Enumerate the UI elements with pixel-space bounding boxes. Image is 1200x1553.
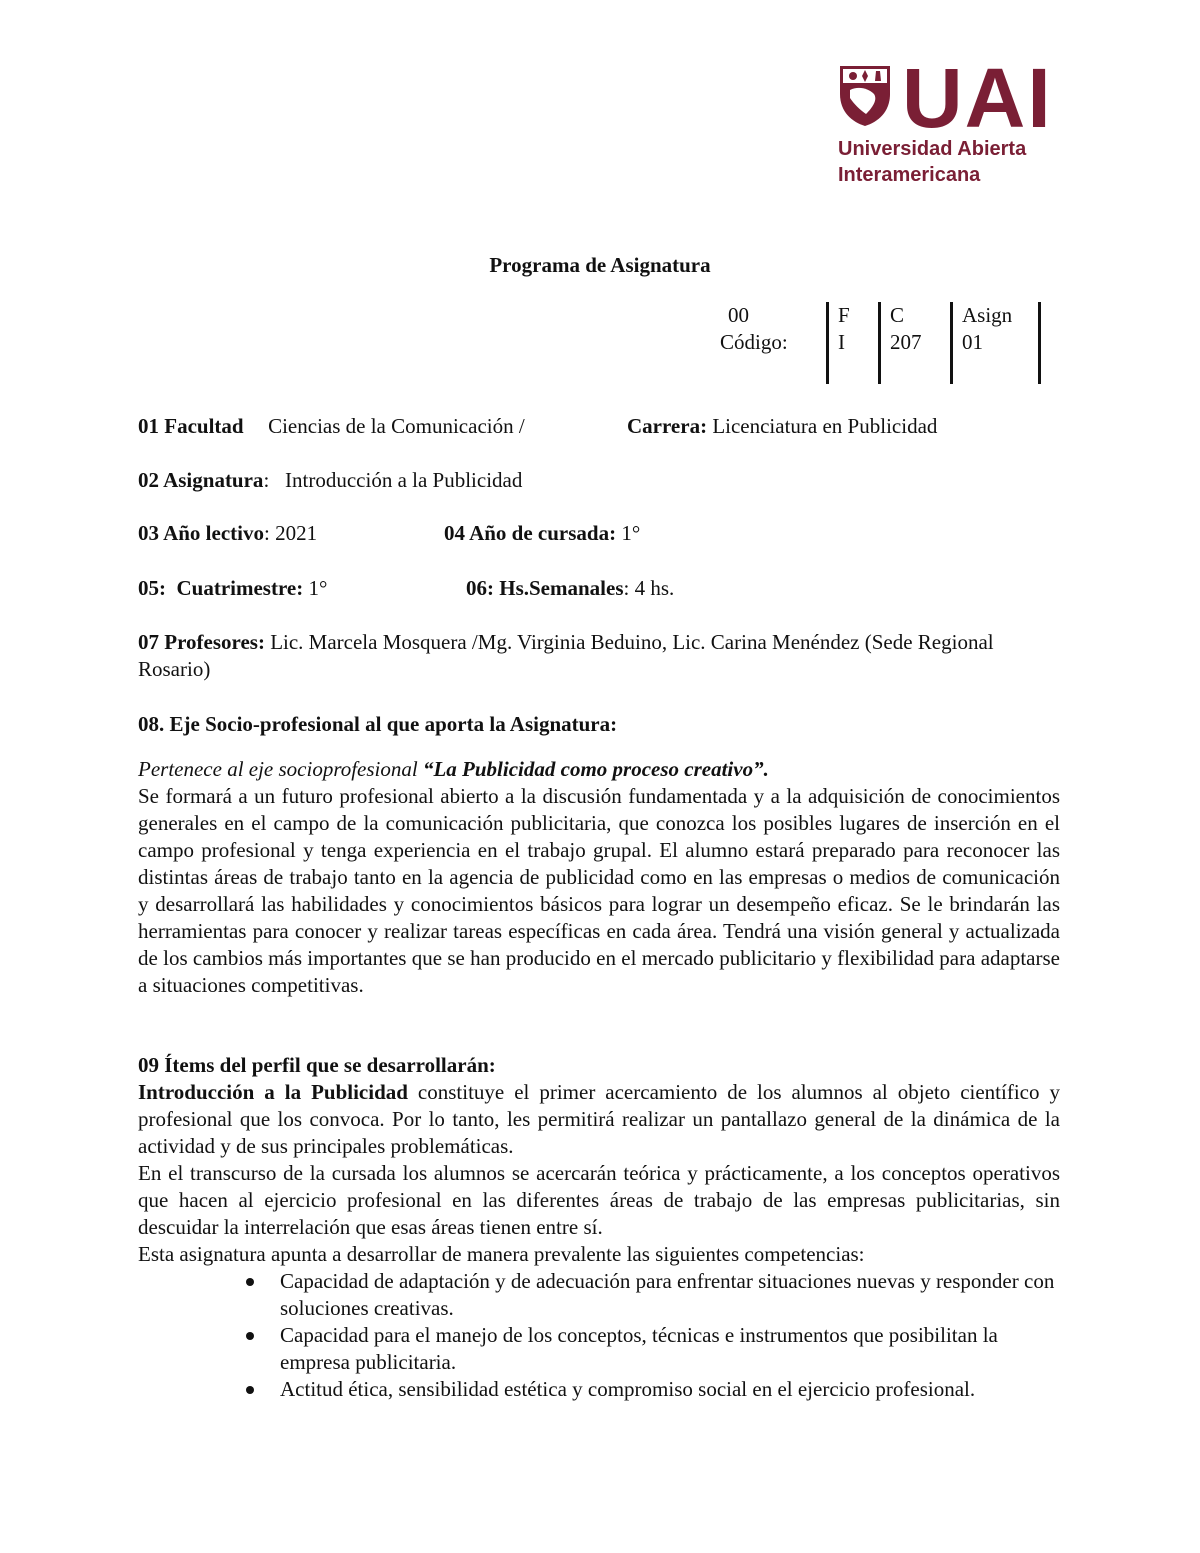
code-cell-1-top: 00 bbox=[728, 303, 749, 327]
field-anio-lectivo bbox=[138, 520, 438, 547]
anio-lectivo-value: : 2021 bbox=[264, 521, 318, 545]
asignatura-label: 02 Asignatura bbox=[138, 468, 264, 492]
competencia-text: Capacidad para el manejo de los conceptos, técnicas e instrumentos que posibilitan la empresa publicitaria. bbox=[280, 1323, 998, 1374]
logo-name-line2: Interamericana bbox=[838, 164, 981, 186]
code-cell-1-bottom: Código: bbox=[720, 330, 788, 354]
anio-cursada-label: 04 Año de cursada: bbox=[444, 521, 617, 545]
field-anio-cursada bbox=[444, 520, 844, 547]
facultad-value: Ciencias de la Comunicación / bbox=[268, 414, 525, 438]
section08-heading: 08. Eje Socio-profesional al que aporta la Asignatura: bbox=[138, 712, 618, 736]
anio-cursada-value: 1° bbox=[616, 521, 641, 545]
section09-p1 bbox=[138, 1079, 1060, 1160]
facultad-label: 01 Facultad bbox=[138, 414, 244, 438]
code-cell-3 bbox=[890, 302, 950, 384]
profesores-value: Lic. Marcela Mosquera /Mg. Virginia Beduino, Lic. Carina Menéndez (Sede Regional Rosario) bbox=[138, 630, 994, 681]
bullet-icon bbox=[246, 1278, 254, 1286]
university-logo bbox=[838, 51, 1058, 188]
cuatrimestre-label: 05: Cuatrimestre: bbox=[138, 576, 304, 600]
section09-p3: Esta asignatura apunta a desarrollar de manera prevalente las siguientes competencias: bbox=[138, 1242, 865, 1266]
code-cell-4-bottom: 01 bbox=[962, 330, 983, 354]
code-cell-3-top: C bbox=[890, 303, 905, 327]
asignatura-value: : Introducción a la Publicidad bbox=[263, 468, 523, 492]
code-cell-2-top: F bbox=[838, 303, 850, 327]
list-item bbox=[240, 1268, 1070, 1322]
logo-name-line1: Universidad Abierta bbox=[838, 138, 1027, 160]
code-divider bbox=[1038, 302, 1041, 384]
field-profesores bbox=[138, 629, 1060, 683]
code-divider bbox=[878, 302, 881, 384]
hs-value: : 4 hs. bbox=[623, 576, 675, 600]
section09-heading: 09 Ítems del perfil que se desarrollarán: bbox=[138, 1053, 496, 1077]
code-cell-1 bbox=[720, 302, 820, 384]
logo-letters: UAI bbox=[902, 51, 1053, 145]
field-carrera bbox=[627, 413, 1067, 440]
profesores-label: 07 Profesores: bbox=[138, 630, 265, 654]
section08-intro-italic: Pertenece al eje socioprofesional bbox=[138, 757, 423, 781]
list-item bbox=[240, 1322, 1070, 1376]
bullet-icon bbox=[246, 1332, 254, 1340]
competencia-text: Actitud ética, sensibilidad estética y compromiso social en el ejercicio profesional. bbox=[280, 1377, 976, 1401]
anio-lectivo-label: 03 Año lectivo bbox=[138, 521, 264, 545]
code-cell-3-bottom: 207 bbox=[890, 330, 922, 354]
code-cell-2-bottom: I bbox=[838, 330, 845, 354]
list-item bbox=[240, 1376, 1070, 1403]
field-asignatura bbox=[138, 467, 1060, 494]
bullet-icon bbox=[246, 1386, 254, 1394]
code-cell-2 bbox=[838, 302, 878, 384]
code-divider bbox=[826, 302, 829, 384]
code-cell-4 bbox=[962, 302, 1036, 384]
shield-icon bbox=[838, 64, 892, 128]
hs-label: 06: Hs.Semanales bbox=[466, 576, 624, 600]
section09-p1-rest: constituye el primer acercamiento de los alumnos al objeto científico y profesional que los convoca. Por lo tanto, les permitirá realizar un pantallazo general de la dinámica de la actividad y de sus principales problemáticas. bbox=[138, 1080, 1060, 1158]
competencias-list bbox=[240, 1268, 1070, 1403]
page-title: Programa de Asignatura bbox=[489, 253, 711, 277]
section09-p2: En el transcurso de la cursada los alumnos se acercarán teórica y prácticamente, a los conceptos operativos que hacen al ejercicio profesional en las diferentes áreas de trabajo de las empresas publicitarias, sin descuidar la interrelación que esas áreas tienen entre sí. bbox=[138, 1161, 1060, 1239]
field-hs-semanales bbox=[466, 575, 866, 602]
carrera-label: Carrera: bbox=[627, 414, 708, 438]
cuatrimestre-value: 1° bbox=[303, 576, 328, 600]
section08-intro bbox=[138, 756, 1060, 783]
carrera-value: Licenciatura en Publicidad bbox=[712, 414, 938, 438]
section08-intro-bold: “La Publicidad como proceso creativo”. bbox=[422, 757, 769, 781]
field-cuatrimestre bbox=[138, 575, 438, 602]
section09-p1-bold: Introducción a la Publicidad bbox=[138, 1080, 408, 1104]
section08-paragraph: Se formará a un futuro profesional abierto a la discusión fundamentada y a la adquisición de conocimientos generales en el campo de la comunicación publicitaria, que conozca los posibles lugares de inserción en el campo profesional y tenga experiencia en el trabajo grupal. El alumno estará preparado para reconocer las distintas áreas de trabajo tanto en la agencia de publicidad como en las empresas o medios de comunicación y desarrollará las habilidades y conocimientos básicos para lograr un desempeño eficaz. Se le brindarán las herramientas para conocer y realizar tareas específicas en cada área. Tendrá una visión general y actualizada de los cambios más importantes que se han producido en el mercado publicitario y flexibilidad para adaptarse a situaciones competitivas. bbox=[138, 784, 1060, 997]
competencia-text: Capacidad de adaptación y de adecuación para enfrentar situaciones nuevas y responder con soluciones creativas. bbox=[280, 1269, 1055, 1320]
code-cell-4-top: Asign bbox=[962, 303, 1013, 327]
code-divider bbox=[950, 302, 953, 384]
